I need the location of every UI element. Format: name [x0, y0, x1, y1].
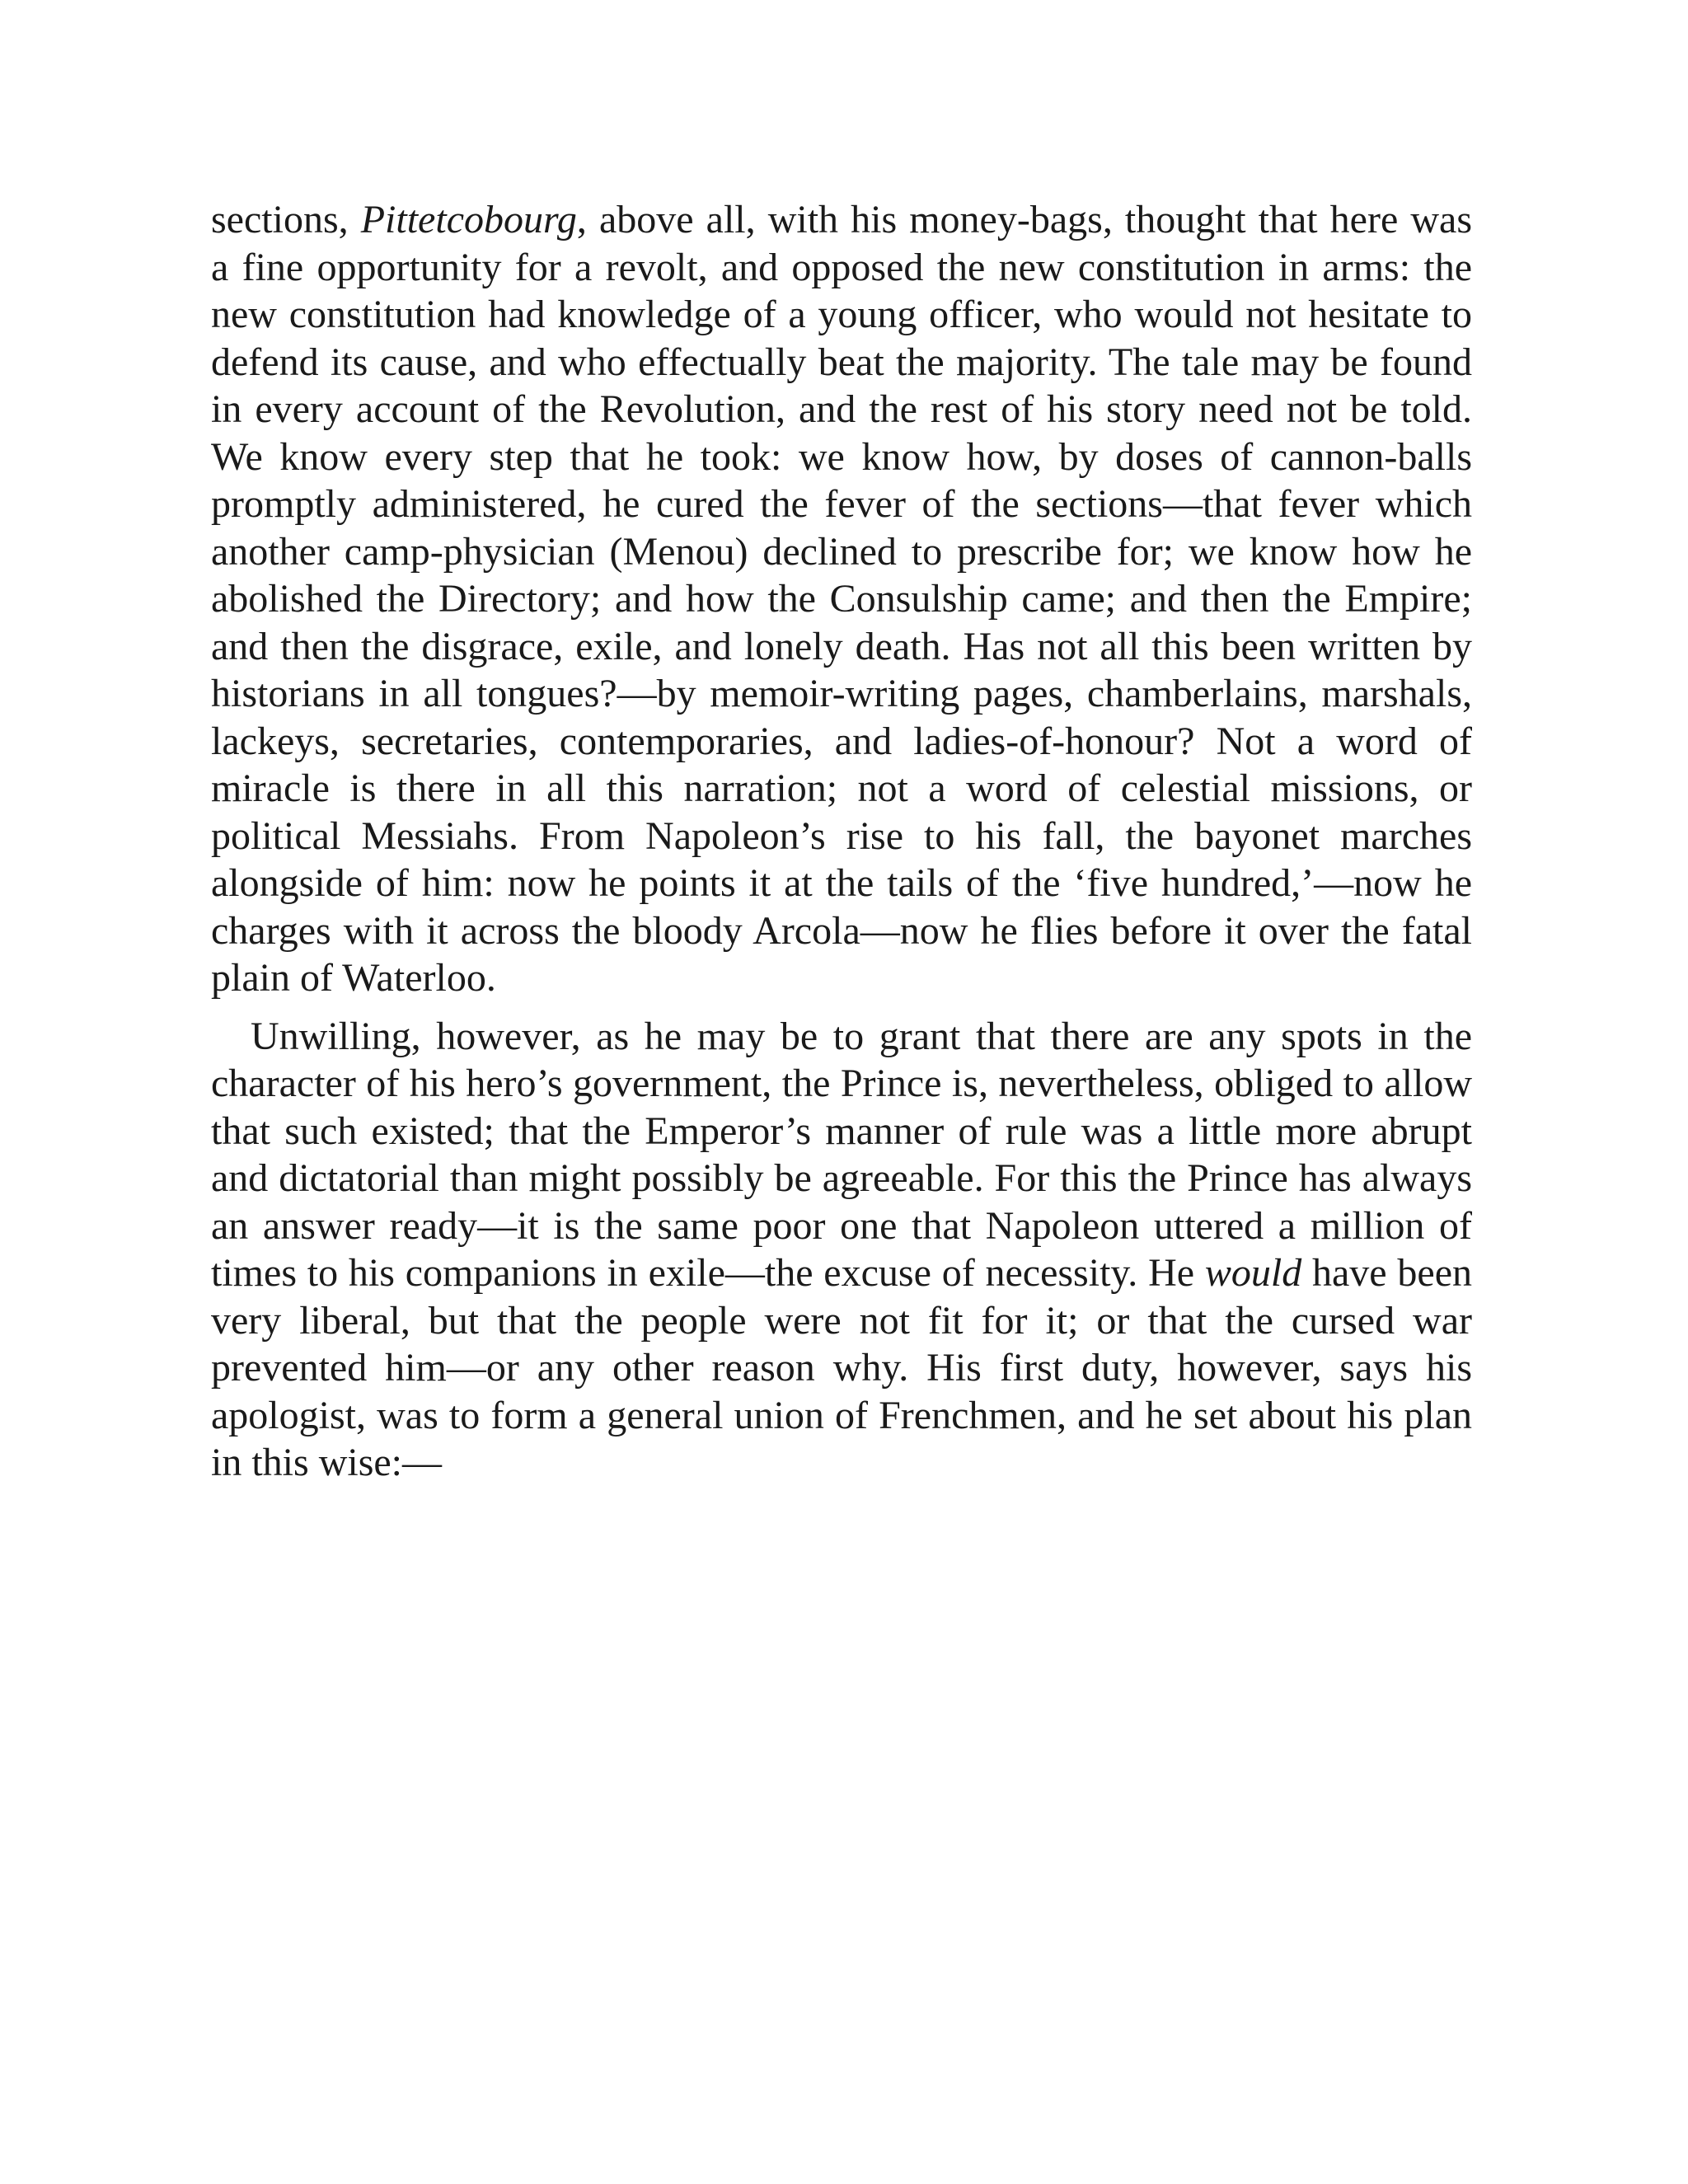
- paragraph-2: [211, 1013, 1472, 1487]
- italic-run: would: [1204, 1251, 1302, 1295]
- text-run: , above all, with his money-bags, thought that here was a fine opportunity for a revolt, and opposed the new constitution in arms: the new constitution had knowledge of a young officer, who would not hesitate to defend its cause, and who effectually beat the majority. The tale may be found in every account of the Revolution, and the rest of his story need not be told. We know every step that he took: we know how, by doses of cannon-balls promptly administered, he cured the fever of the sections—that fever which another camp-physician (Menou) declined to prescribe for; we know how he abolished the Directory; and how the Consulship came; and then the Empire; and then the disgrace, exile, and lonely death. Has not all this been written by historians in all tongues?—by memoir-writing pages, chamberlains, marshals, lackeys, secretaries, contemporaries, and ladies-of-honour? Not a word of miracle is there in all this narration; not a word of celestial missions, or political Messiahs. From Napoleon’s rise to his fall, the bayonet marches alongside of him: now he points it at the tails of the ‘five hundred,’—now he charges with it across the bloody Arcola—now he flies before it over the fatal plain of Waterloo.: [211, 198, 1473, 1000]
- text-run: Unwilling, however, as he may be to grant that there are any spots in the character of his hero’s government, the Prince is, nevertheless, obliged to allow that such existed; that the Emperor’s manner of rule was a little more abrupt and dictatorial than might possibly be agreeable. For this the Prince has always an answer ready—it is the same poor one that Napoleon uttered a million of times to his companions in exile—the excuse of necessity. He: [211, 1014, 1472, 1295]
- text-run: sections,: [211, 198, 361, 241]
- page-body: [211, 196, 1472, 1487]
- text-run: have been very liberal, but that the people were not fit for it; or that the cursed war prevented him—or any other reason why. His first duty, however, says his apologist, was to form a general union of Frenchmen, and he set about his plan in this wise:—: [211, 1251, 1473, 1484]
- paragraph-1: [211, 196, 1472, 1002]
- italic-run: Pittetcobourg: [360, 198, 577, 241]
